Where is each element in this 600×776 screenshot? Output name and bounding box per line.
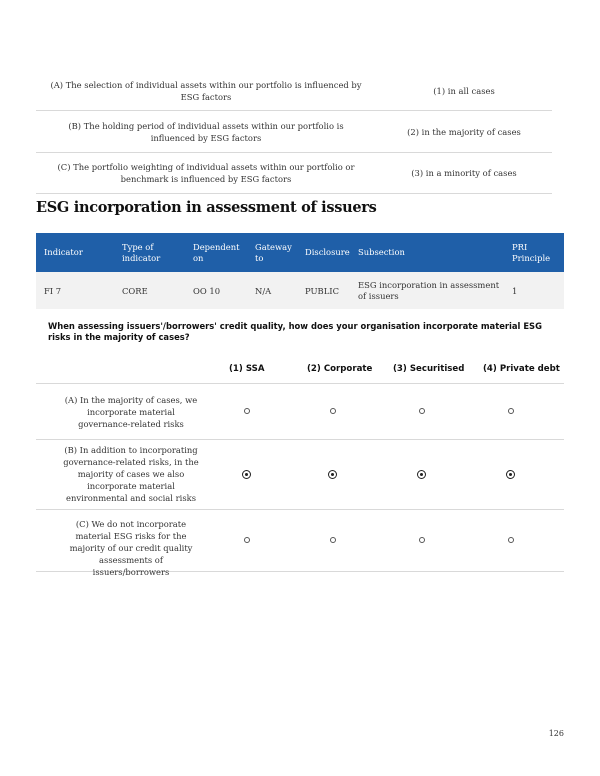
option-row-a (36, 383, 564, 440)
table-row (36, 72, 552, 111)
cell-disclosure: PUBLIC (305, 286, 339, 296)
option-label: (C) We do not incorporate material ESG risks for the majority of our credit quality assessments of issuers/borrowers (69, 519, 193, 577)
column-header-corporate: (2) Corporate (307, 364, 373, 374)
cell-type: CORE (122, 286, 148, 296)
row-question: (B) The holding period of individual assets within our portfolio is influenced by ESG factors (68, 120, 344, 143)
row-answer: (2) in the majority of cases (407, 126, 521, 137)
option-label: (A) In the majority of cases, we incorporate material governance-related risks (64, 395, 198, 429)
radio-a-corporate[interactable] (330, 408, 336, 414)
cell-gateway: N/A (255, 286, 272, 296)
radio-c-securitised[interactable] (419, 537, 425, 543)
header-principle: PRI Principle (512, 242, 551, 263)
row-answer: (3) in a minority of cases (411, 168, 517, 178)
indicator-table-header (36, 233, 564, 272)
row-question: (C) The portfolio weighting of individual assets within our portfolio or benchmark is influenced by ESG factors (57, 162, 355, 184)
radio-a-ssa[interactable] (244, 408, 250, 414)
option-label: (B) In addition to incorporating governance-related risks, in the majority of cases we also incorporate material environmental and social risks (63, 445, 199, 503)
option-row-b (36, 439, 564, 510)
radio-b-private-debt-selected[interactable] (506, 470, 515, 479)
cell-subsection: ESG incorporation in assessment of issuers (358, 280, 500, 301)
header-type: Type of indicator (122, 242, 161, 263)
indicator-table-row (36, 272, 564, 309)
question-text: When assessing issuers'/borrowers' credit quality, how does your organisation incorporate material ESG risks in the majority of cases? (48, 321, 542, 342)
cell-indicator: FI 7 (44, 286, 62, 296)
radio-c-ssa[interactable] (244, 537, 250, 543)
radio-a-securitised[interactable] (419, 408, 425, 414)
header-gateway: Gateway to (255, 242, 292, 263)
header-subsection: Subsection (358, 247, 405, 257)
radio-b-corporate-selected[interactable] (328, 470, 337, 479)
table-row (36, 153, 552, 194)
radio-b-securitised-selected[interactable] (417, 470, 426, 479)
table-row (36, 111, 552, 153)
radio-a-private-debt[interactable] (508, 408, 514, 414)
radio-b-ssa-selected[interactable] (242, 470, 251, 479)
header-indicator: Indicator (44, 247, 83, 257)
column-header-securitised: (3) Securitised (393, 364, 465, 374)
column-header-private-debt: (4) Private debt (483, 364, 560, 374)
cell-principle: 1 (512, 286, 518, 296)
row-answer: (1) in all cases (433, 86, 495, 96)
esg-influence-table (36, 72, 552, 194)
cell-dependent: OO 10 (193, 286, 221, 296)
section-title: ESG incorporation in assessment of issuers (36, 199, 377, 216)
radio-c-corporate[interactable] (330, 537, 336, 543)
header-disclosure: Disclosure (305, 247, 350, 257)
column-header-ssa: (1) SSA (229, 364, 265, 374)
row-question: (A) The selection of individual assets within our portfolio is influenced by ESG factors (50, 80, 362, 102)
page-number: 126 (548, 729, 564, 738)
header-dependent: Dependent on (193, 242, 240, 263)
option-row-c (36, 510, 564, 577)
radio-c-private-debt[interactable] (508, 537, 514, 543)
